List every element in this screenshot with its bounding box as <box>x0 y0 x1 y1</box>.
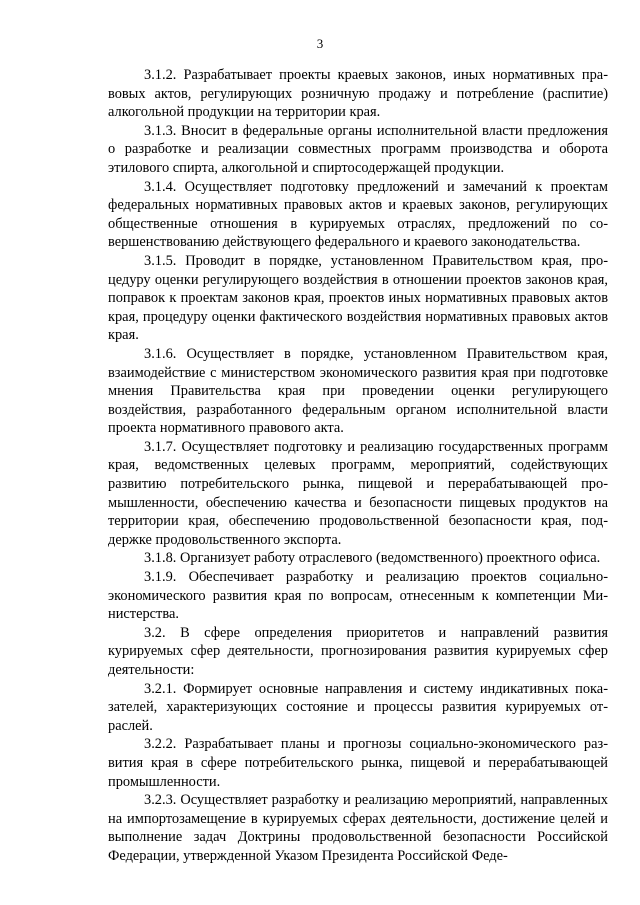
paragraph-3-1-9: 3.1.9. Обеспечивает разработку и реализацию проектов социально-экономического развития края по вопросам, отнесенным к компетенции Министерства. <box>108 569 608 623</box>
paragraph-3-1-6: 3.1.6. Осуществляет в порядке, установленном Правительством края, взаимодействие с министерством экономического развития края при подготовке мнения Правительства края при проведении оценки регулирующего воздействия, разработанного федеральным органом исполнительной власти проекта нормативного правового акта. <box>108 345 608 437</box>
page-number: 3 <box>316 36 324 51</box>
paragraph-3-2-1: 3.2.1. Формирует основные направления и систему индикативных показателей, характеризующих состояние и процессы развития курируемых отраслей. <box>108 680 608 734</box>
paragraph-3-1-3: 3.1.3. Вносит в федеральные органы исполнительной власти предложения о разработке и реализации совместных программ производства и оборота этилового спирта, алкогольной и спиртосодержащей продукции. <box>108 122 608 176</box>
paragraph-3-2: 3.2. В сфере определения приоритетов и направлений развития курируемых сфер деятельности, прогнозирования развития курируемых сфер деятельности: <box>108 624 608 678</box>
paragraph-3-1-4: 3.1.4. Осуществляет подготовку предложений и замечаний к проектам федеральных нормативных правовых актов и краевых законов, регулирующих общественные отношения в курируемых отраслях, предложений по совершенствованию действующего федерального и краевого законодательства. <box>108 178 608 251</box>
paragraph-3-1-5: 3.1.5. Проводит в порядке, установленном Правительством края, процедуру оценки регулирующего воздействия в отношении проектов законов края, поправок к проектам законов края, проектов иных нормативных правовых актов края, процедуру оценки фактического воздействия нормативных правовых актов края. <box>108 252 608 344</box>
paragraph-3-2-2: 3.2.2. Разрабатывает планы и прогнозы социально-экономического развития края в сфере потребительского рынка, пищевой и перерабатывающей промышленности. <box>108 736 608 790</box>
paragraph-3-1-2: 3.1.2. Разрабатывает проекты краевых законов, иных нормативных правовых актов, регулирующих розничную продажу и потребление (распитие) алкогольной продукции на территории края. <box>108 67 608 121</box>
paragraph-3-1-7: 3.1.7. Осуществляет подготовку и реализацию государственных программ края, ведомственных целевых программ, мероприятий, содействующих развитию потребительского рынка, пищевой и перерабатывающей промышленности, обеспечению качества и безопасности пищевых продуктов на территории края, обеспечению продовольственной безопасности края, поддержке продовольственного экспорта. <box>108 438 608 548</box>
document-body <box>108 66 608 866</box>
paragraph-3-2-3: 3.2.3. Осуществляет разработку и реализацию мероприятий, направленных на импортозамещение в курируемых сферах деятельности, достижение целей и выполнение задач Доктрины продовольственной безопасности Российской Федерации, утвержденной Указом Президента Российской Феде- <box>108 792 608 864</box>
paragraph-3-1-8: 3.1.8. Организует работу отраслевого (ведомственного) проектного офиса. <box>144 550 601 567</box>
